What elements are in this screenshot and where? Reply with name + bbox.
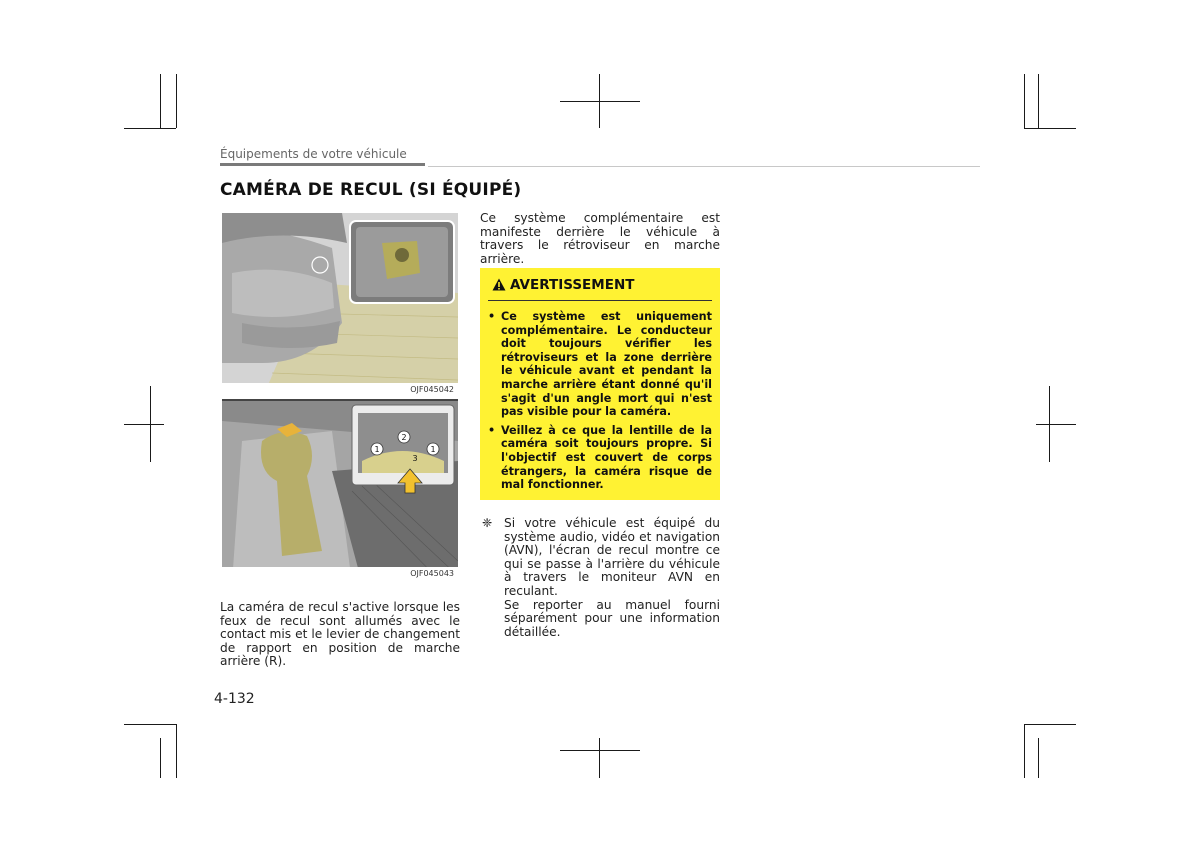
gear-lever-illustration: [222, 401, 458, 583]
header-rule-dark: [220, 163, 425, 166]
warning-title: AVERTISSEMENT: [492, 277, 634, 295]
callout-1-right: 1: [430, 445, 436, 454]
note-text-2: Se reporter au manuel fourni séparément pour une information détaillée.: [504, 597, 720, 639]
warning-list: [488, 310, 712, 497]
header-rule-light: [428, 166, 980, 167]
paragraph-activation: La caméra de recul s'active lorsque les feux de recul sont allumés avec le contact mis et le levier de changement de rapport en position de marche arrière (R).: [220, 600, 460, 669]
warning-box: [480, 268, 720, 500]
callout-2: 2: [401, 433, 407, 442]
section-label: Équipements de votre véhicule: [220, 147, 407, 161]
warning-item: • Ce système est uniquement complémentaire. Le conducteur doit toujours vérifier les rétroviseurs et la zone derrière le véhicule avant et pendant la marche arrière étant donné qu'il s'agit d'un angle mort qui n'est pas visible pour la caméra.: [488, 310, 712, 419]
note-text: Si votre véhicule est équipé du système audio, vidéo et navigation (AVN), l'écran de recul montre ce qui se passe à l'arrière du véhicule à travers le moniteur AVN en reculant.: [504, 516, 720, 598]
callout-3: 3: [412, 454, 418, 463]
figure-gear-lever-screen: [222, 401, 458, 583]
warning-triangle-icon: [492, 278, 506, 295]
page-title: CAMÉRA DE RECUL (SI ÉQUIPÉ): [220, 180, 522, 200]
page-number: 4-132: [214, 691, 255, 707]
car-rear-illustration: [222, 213, 458, 399]
figure-code: OJF045042: [410, 385, 454, 394]
note-symbol-icon: ❈: [482, 516, 493, 530]
warning-separator: [488, 300, 712, 301]
figure-code: OJF045043: [410, 569, 454, 578]
figure-rear-camera-location: [222, 213, 458, 399]
warning-item: • Veillez à ce que la lentille de la caméra soit toujours propre. Si l'objectif est couvert de corps étrangers, la caméra risque de mal fonctionner.: [488, 423, 712, 492]
avn-note: [482, 517, 720, 639]
callout-1-left: 1: [374, 445, 380, 454]
paragraph-intro: Ce système complémentaire est manifeste derrière le véhicule à travers le rétroviseur en marche arrière.: [480, 211, 720, 266]
